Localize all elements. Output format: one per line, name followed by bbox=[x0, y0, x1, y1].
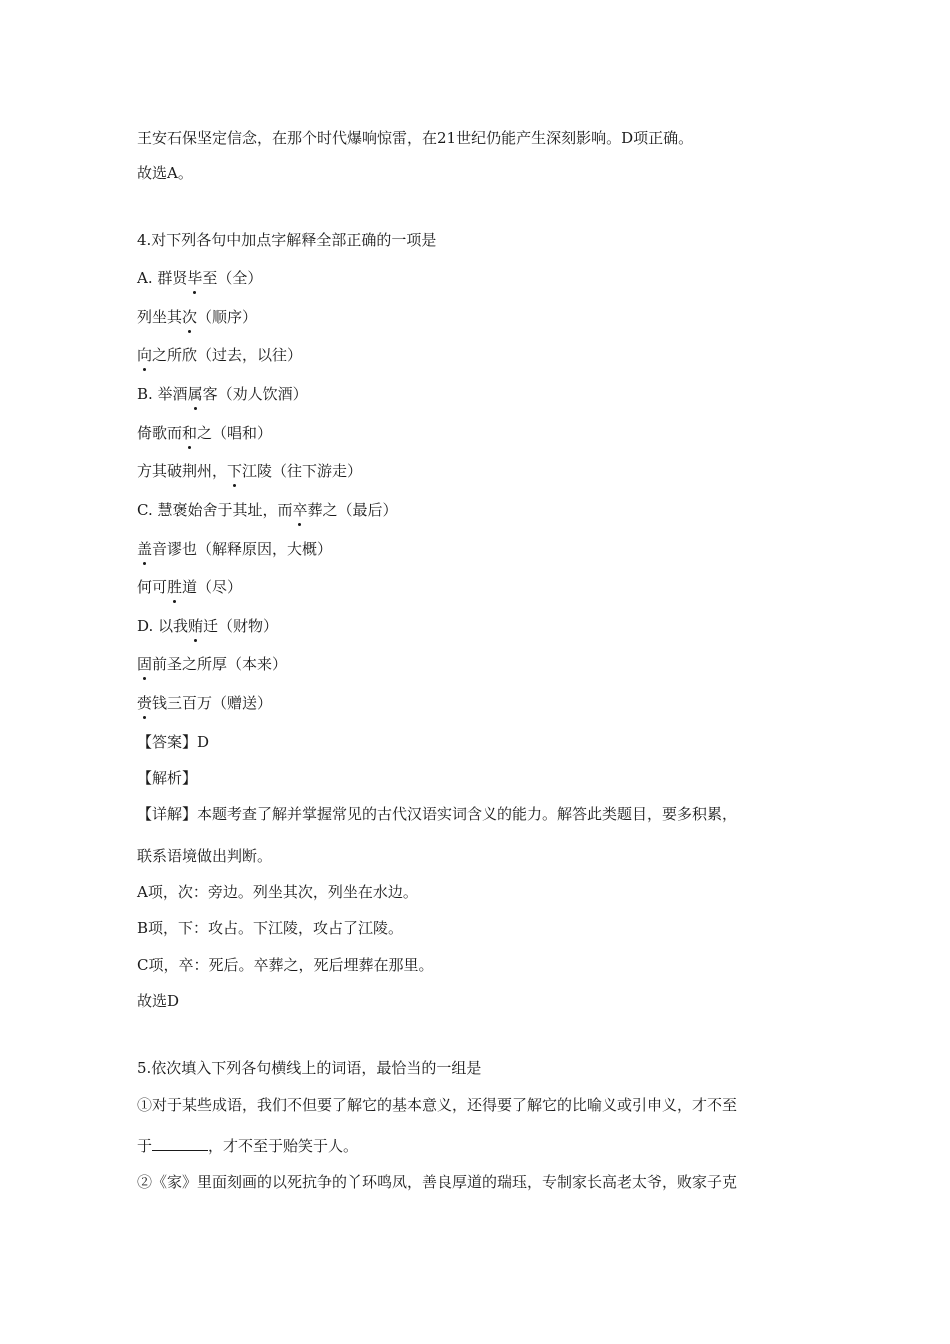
emphasis-dotted-character: 次 bbox=[182, 308, 198, 326]
text-line-5 bbox=[137, 307, 257, 327]
emphasis-dotted-character: 贿 bbox=[188, 617, 204, 635]
emphasis-dotted-character: 卒 bbox=[292, 501, 308, 519]
emphasis-dotted-character: 盖 bbox=[137, 540, 153, 558]
text-line-26 bbox=[137, 1136, 358, 1156]
emphasis-dotted-character: 和 bbox=[182, 424, 198, 442]
line-suffix: 钱三百万（赠送） bbox=[152, 694, 273, 712]
line-suffix: 客（劝人饮酒） bbox=[202, 385, 308, 403]
text-line-1: 王安石保坚定信念，在那个时代爆响惊雷，在21世纪仍能产生深刻影响。D项正确。 bbox=[137, 129, 694, 147]
text-line-17: 【解析】 bbox=[137, 769, 198, 787]
fill-in-blank bbox=[152, 1136, 208, 1151]
line-suffix: 前圣之所厚（本来） bbox=[152, 655, 288, 673]
line-prefix: 方其破荆州， bbox=[137, 462, 228, 480]
text-line-6 bbox=[137, 345, 302, 365]
line-suffix: 之所欣（过去，以往） bbox=[152, 346, 303, 364]
text-line-22: C项，卒：死后。卒葬之，死后埋葬在那里。 bbox=[137, 956, 434, 974]
line-prefix: 于 bbox=[137, 1137, 153, 1155]
text-line-24: 5.依次填入下列各句横线上的词语，最恰当的一组是 bbox=[137, 1059, 482, 1077]
text-line-23: 故选D bbox=[137, 992, 180, 1010]
text-line-7 bbox=[137, 384, 308, 404]
text-line-15 bbox=[137, 693, 272, 713]
text-line-10 bbox=[137, 500, 398, 520]
text-line-16: 【答案】D bbox=[137, 733, 210, 751]
line-suffix: （顺序） bbox=[197, 308, 258, 326]
text-line-14 bbox=[137, 654, 287, 674]
emphasis-dotted-character: 胜 bbox=[167, 578, 183, 596]
text-line-9 bbox=[137, 461, 362, 481]
line-prefix: A. 群贤 bbox=[137, 269, 188, 287]
text-line-4 bbox=[137, 268, 262, 288]
line-suffix: 音谬也（解释原因，大概） bbox=[152, 540, 333, 558]
line-suffix: ，才不至于贻笑于人。 bbox=[208, 1137, 359, 1155]
emphasis-dotted-character: 向 bbox=[137, 346, 153, 364]
line-suffix: 之（唱和） bbox=[197, 424, 273, 442]
text-line-13 bbox=[137, 616, 278, 636]
line-suffix: 葬之（最后） bbox=[307, 501, 398, 519]
emphasis-dotted-character: 赍 bbox=[137, 694, 153, 712]
text-line-20: A项，次：旁边。列坐其次，列坐在水边。 bbox=[137, 883, 418, 901]
text-line-27: ②《家》里面刻画的以死抗争的丫环鸣凤，善良厚道的瑞珏，专制家长高老太爷，败家子克 bbox=[137, 1173, 738, 1191]
text-line-12 bbox=[137, 577, 242, 597]
line-prefix: 倚歌而 bbox=[137, 424, 183, 442]
emphasis-dotted-character: 毕 bbox=[187, 269, 203, 287]
line-suffix: 道（尽） bbox=[182, 578, 243, 596]
line-prefix: 列坐其 bbox=[137, 308, 183, 326]
line-prefix: 何可 bbox=[137, 578, 168, 596]
emphasis-dotted-character: 下 bbox=[227, 462, 243, 480]
line-prefix: B. 举酒 bbox=[137, 385, 188, 403]
line-suffix: 至（全） bbox=[202, 269, 263, 287]
text-line-2: 故选A。 bbox=[137, 164, 193, 182]
line-prefix: C. 慧褒始舍于其址，而 bbox=[137, 501, 293, 519]
text-line-19: 联系语境做出判断。 bbox=[137, 847, 273, 865]
text-line-8 bbox=[137, 423, 272, 443]
text-line-11 bbox=[137, 539, 332, 559]
text-line-3: 4.对下列各句中加点字解释全部正确的一项是 bbox=[137, 231, 437, 249]
text-line-25: ①对于某些成语，我们不但要了解它的基本意义，还得要了解它的比喻义或引申义，才不至 bbox=[137, 1096, 738, 1114]
line-prefix: D. 以我 bbox=[137, 617, 189, 635]
text-line-18: 【详解】本题考查了解并掌握常见的古代汉语实词含义的能力。解答此类题目，要多积累， bbox=[137, 805, 738, 823]
emphasis-dotted-character: 固 bbox=[137, 655, 153, 673]
line-suffix: 迁（财物） bbox=[203, 617, 279, 635]
emphasis-dotted-character: 属 bbox=[187, 385, 203, 403]
text-line-21: B项，下：攻占。下江陵，攻占了江陵。 bbox=[137, 919, 404, 937]
line-suffix: 江陵（往下游走） bbox=[242, 462, 363, 480]
